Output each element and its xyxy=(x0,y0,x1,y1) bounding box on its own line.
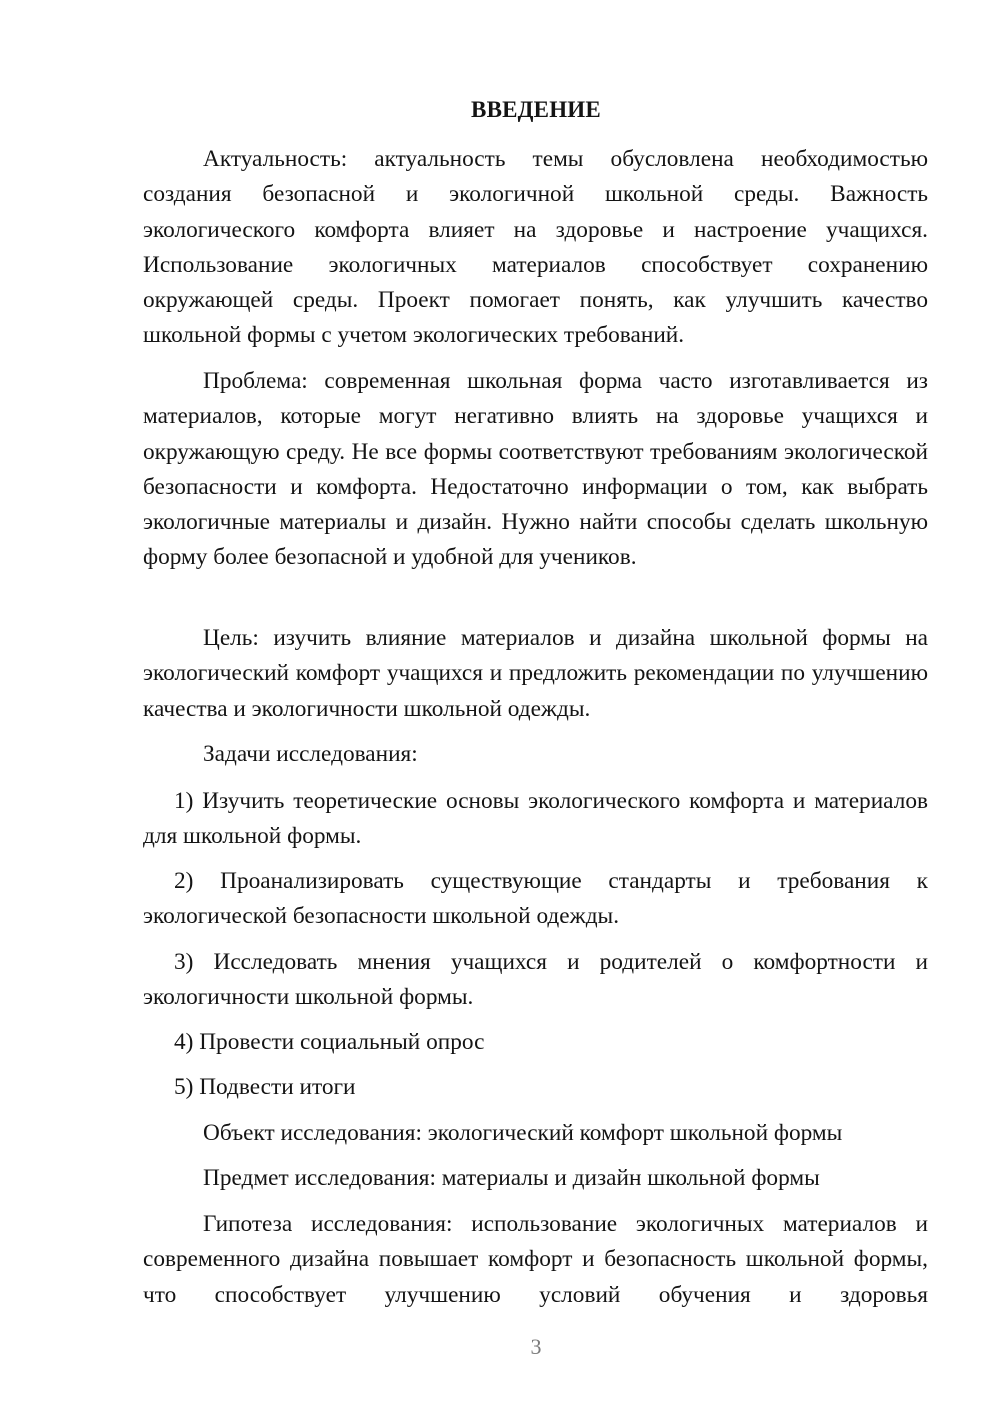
paragraph-problem: Проблема: современная школьная форма часто изготавливается из материалов, которые могут негативно влиять на здоровье учащихся и окружающую среду. Не все формы соответствуют требованиям экологической безопасности и комфорта. Недостаточно информации о том, как выбрать экологичные материалы и дизайн. Нужно найти способы сделать школьную форму более безопасной и удобной для учеников. xyxy=(143,368,928,571)
paragraph-relevance: Актуальность: актуальность темы обусловлена необходимостью создания безопасной и экологичной школьной среды. Важность экологического комфорта влияет на здоровье и настроение учащихся. Использование экологичных материалов способствует сохранению окружающей среды. Проект помогает понять, как улучшить качество школьной формы с учетом экологических требований. xyxy=(143,146,928,349)
list-item-task-3: 3) Исследовать мнения учащихся и родителей о комфортности и экологичности школьной формы. xyxy=(143,949,928,1011)
list-item-task-4: 4) Провести социальный опрос xyxy=(174,1029,485,1055)
paragraph-subject: Предмет исследования: материалы и дизайн школьной формы xyxy=(203,1165,820,1191)
section-heading: ВВЕДЕНИЕ xyxy=(471,97,601,122)
paragraph-goal: Цель: изучить влияние материалов и дизайна школьной формы на экологический комфорт учащихся и предложить рекомендации по улучшению качества и экологичности школьной одежды. xyxy=(143,625,928,722)
page-number: 3 xyxy=(530,1334,542,1359)
paragraph-object: Объект исследования: экологический комфорт школьной формы xyxy=(203,1120,843,1146)
list-item-task-1: 1) Изучить теоретические основы экологического комфорта и материалов для школьной формы. xyxy=(143,788,928,850)
list-item-task-5: 5) Подвести итоги xyxy=(174,1074,356,1100)
tasks-intro: Задачи исследования: xyxy=(203,741,418,767)
paragraph-hypothesis: Гипотеза исследования: использование экологичных материалов и современного дизайна повышает комфорт и безопасность школьной формы, что способствует улучшению условий обучения и здоровья xyxy=(143,1211,928,1308)
list-item-task-2: 2) Проанализировать существующие стандарты и требования к экологической безопасности школьной одежды. xyxy=(143,868,928,930)
